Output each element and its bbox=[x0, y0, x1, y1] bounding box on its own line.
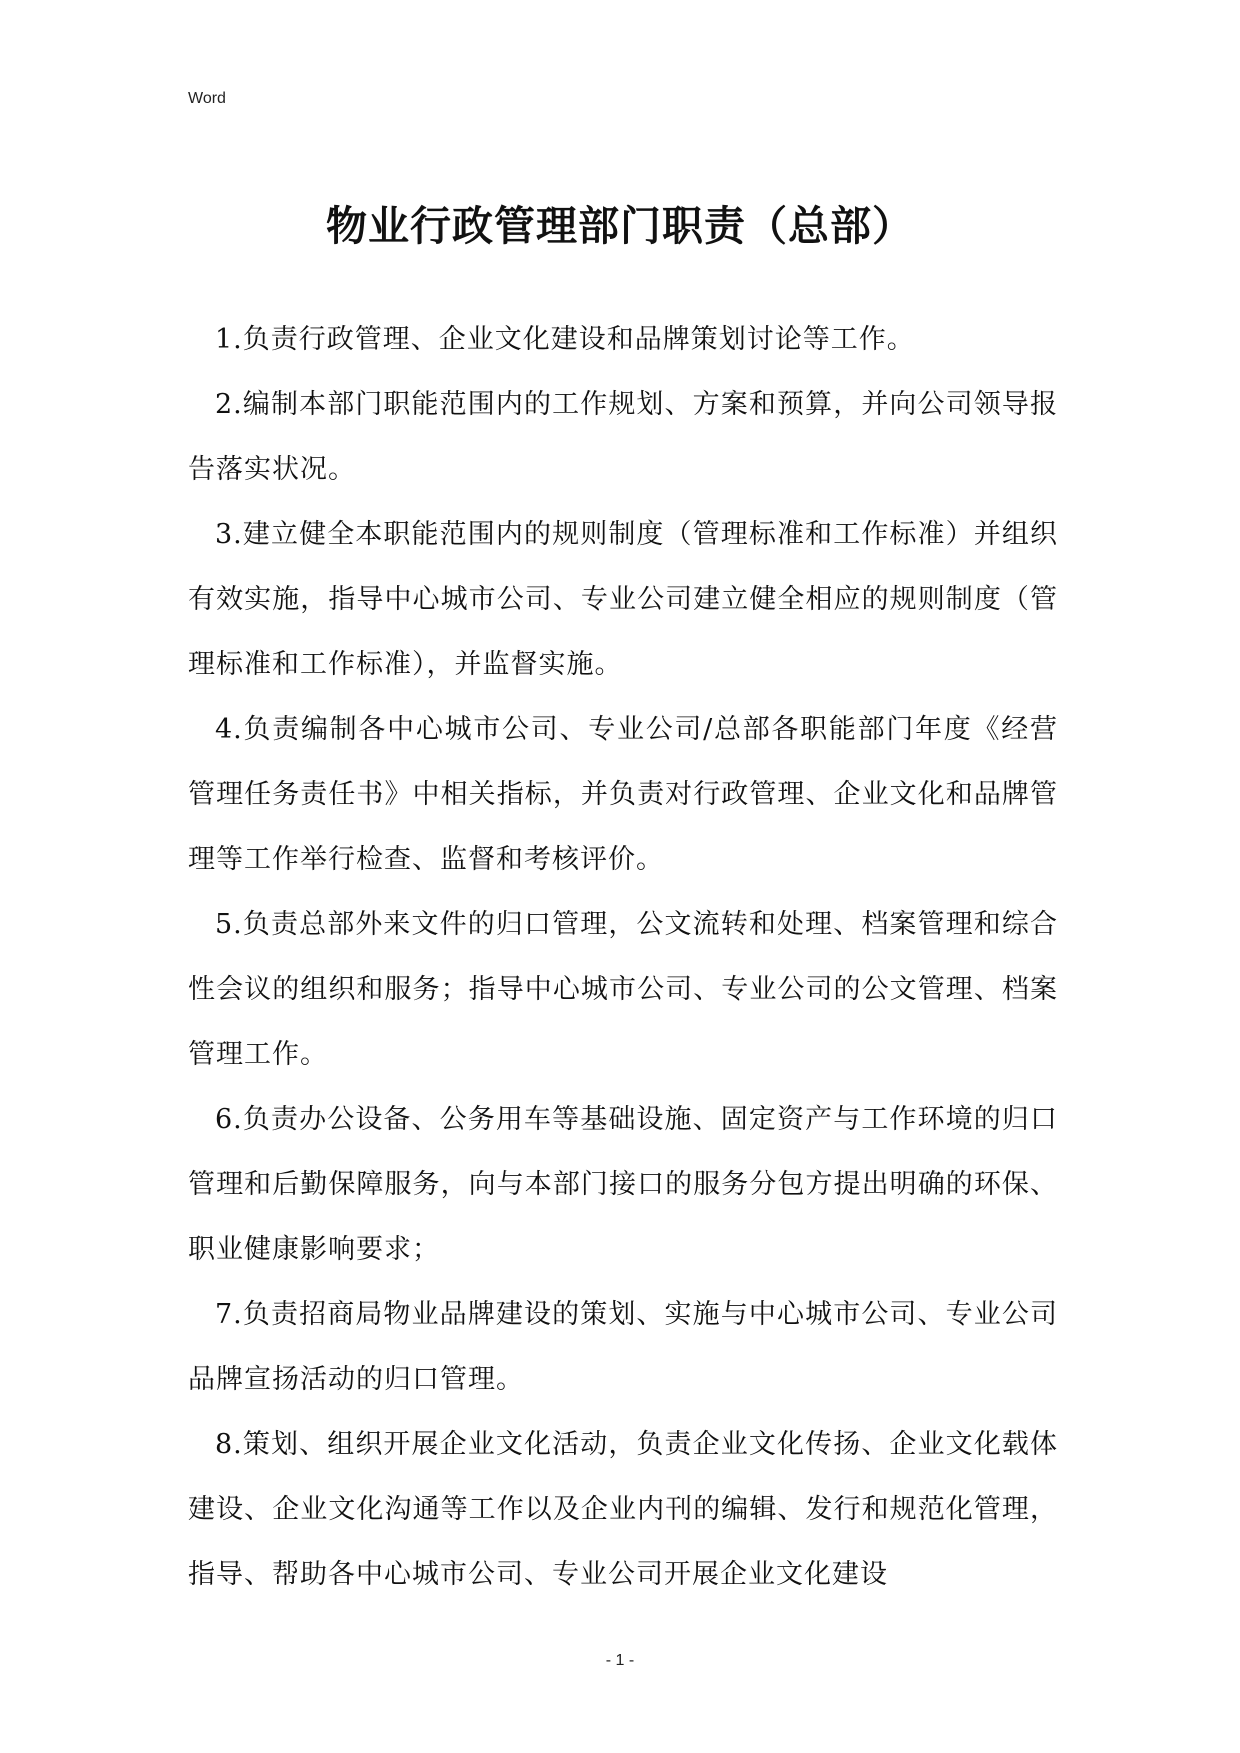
page-number: - 1 - bbox=[605, 1652, 635, 1669]
paragraph-7: 7.负责招商局物业品牌建设的策划、实施与中心城市公司、专业公司品牌宣扬活动的归口管理。 bbox=[188, 1299, 1058, 1395]
paragraph-4: 4.负责编制各中心城市公司、专业公司/总部各职能部门年度《经营管理任务责任书》中相关指标，并负责对行政管理、企业文化和品牌管理等工作举行检查、监督和考核评价。 bbox=[188, 714, 1058, 875]
page-header: Word bbox=[188, 90, 226, 107]
document-body bbox=[188, 307, 1058, 1607]
paragraph-3: 3.建立健全本职能范围内的规则制度（管理标准和工作标准）并组织有效实施，指导中心城市公司、专业公司建立健全相应的规则制度（管理标准和工作标准），并监督实施。 bbox=[188, 519, 1058, 680]
paragraph-6: 6.负责办公设备、公务用车等基础设施、固定资产与工作环境的归口管理和后勤保障服务，向与本部门接口的服务分包方提出明确的环保、职业健康影响要求； bbox=[188, 1104, 1058, 1265]
paragraph-5: 5.负责总部外来文件的归口管理，公文流转和处理、档案管理和综合性会议的组织和服务；指导中心城市公司、专业公司的公文管理、档案管理工作。 bbox=[188, 909, 1058, 1070]
paragraph-2: 2.编制本部门职能范围内的工作规划、方案和预算，并向公司领导报告落实状况。 bbox=[188, 389, 1058, 485]
document-title: 物业行政管理部门职责（总部） bbox=[326, 202, 914, 250]
paragraph-8: 8.策划、组织开展企业文化活动，负责企业文化传扬、企业文化载体建设、企业文化沟通等工作以及企业内刊的编辑、发行和规范化管理，指导、帮助各中心城市公司、专业公司开展企业文化建设 bbox=[188, 1429, 1058, 1590]
paragraph-1: 1.负责行政管理、企业文化建设和品牌策划讨论等工作。 bbox=[215, 324, 915, 355]
